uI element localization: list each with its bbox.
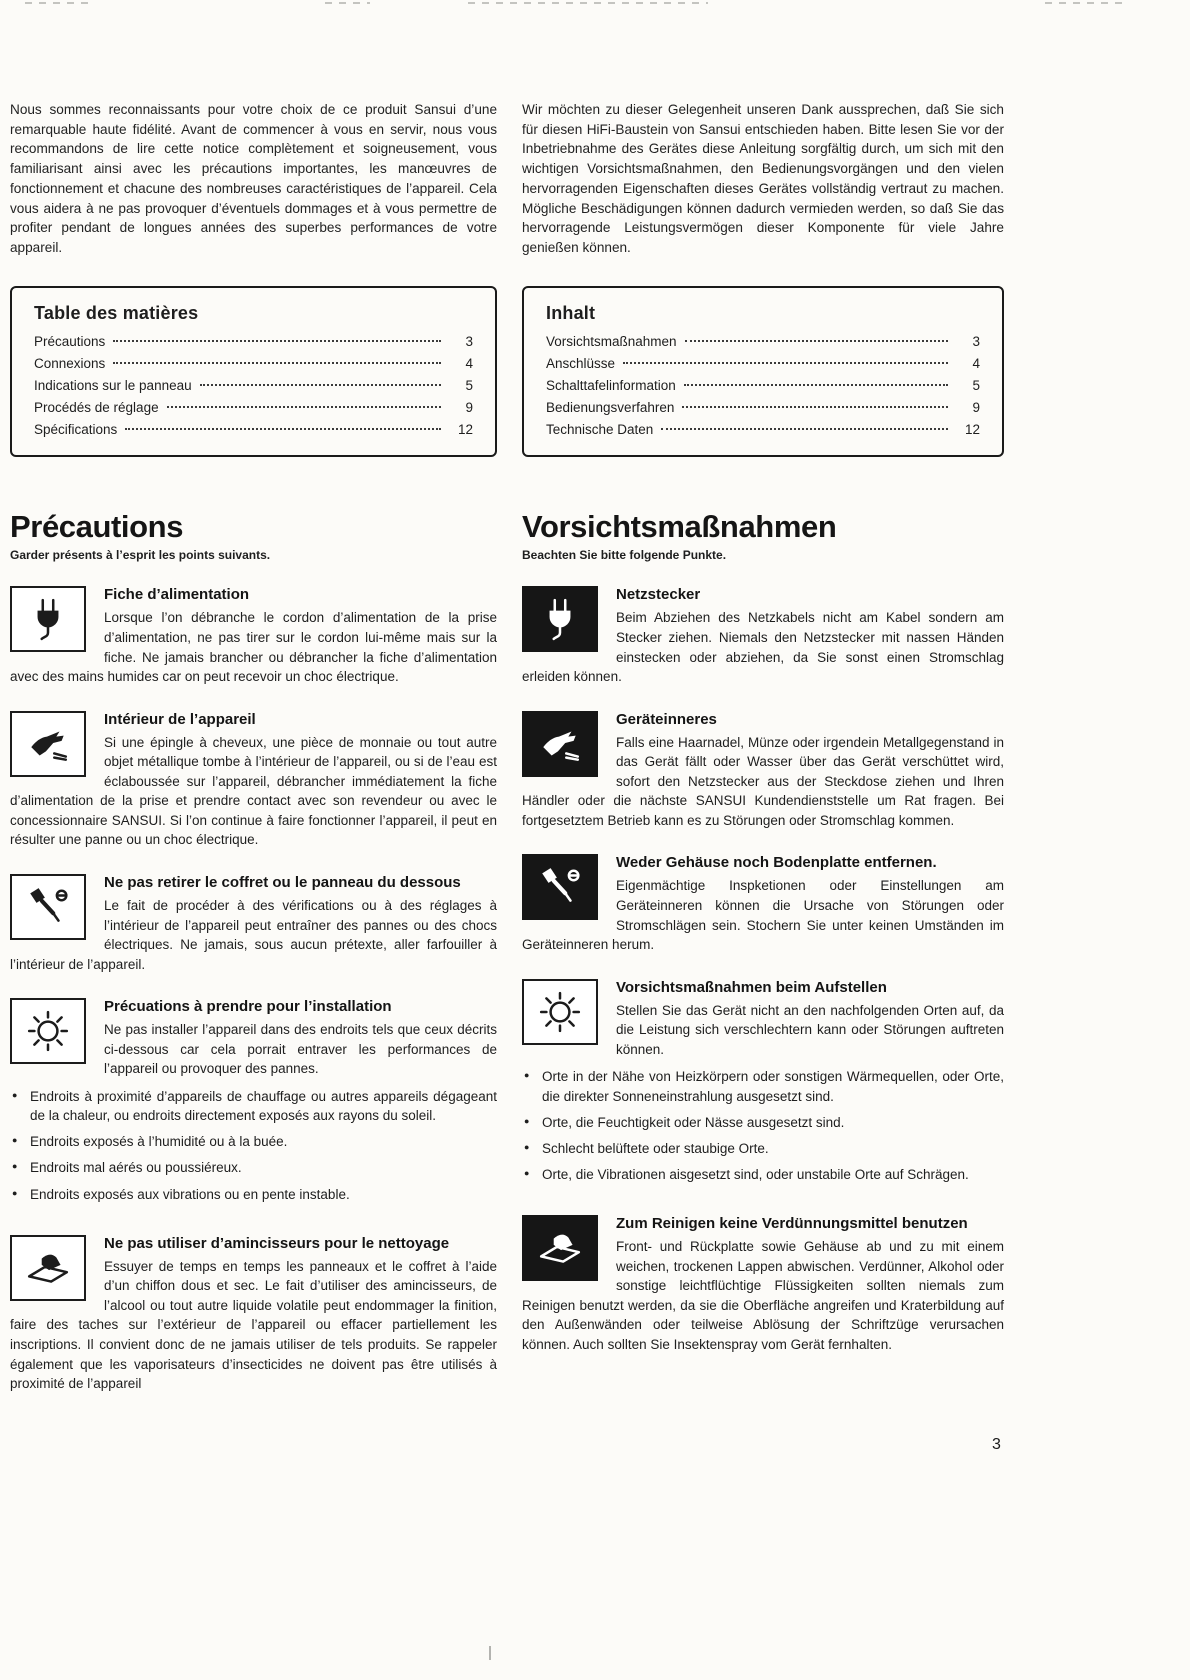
precaution-body: Ne pas installer l’appareil dans des endroits tels que ceux décrits ci-dessous car cela porrait entraver les performances de l’appareil ou provoquer des pannes. bbox=[104, 1022, 497, 1077]
toc-item bbox=[34, 354, 473, 373]
toc-item bbox=[546, 332, 980, 351]
toc-de-title: Inhalt bbox=[546, 302, 596, 323]
intro-paragraph-de: Wir möchten zu dieser Gelegenheit unseren Dank aussprechen, daß Sie sich für diesen HiFi-Baustein von Sansui entschieden haben. Bitte lesen Sie vor der Inbetriebnahme des Gerätes diese Anleitung sorgfältig durch, um sich mit den wichtigen Vorsichtsmaßnahmen, den Bedienungsvorgängen und den vielen hervorragenden Eigenschaften dieses Gerätes vollständig vertraut zu machen. Mögliche Beschädigungen können dadurch vermieden werden, so daß Sie das hervorragende Leistungsvermögen dieser Komponente für viele Jahre genießen können. bbox=[522, 102, 1004, 255]
toc-dot-leader bbox=[200, 384, 441, 386]
scan-artifact bbox=[468, 2, 708, 4]
bullet-item: ● Schlecht belüftete oder staubige Orte. bbox=[522, 1139, 1004, 1158]
page-number: 3 bbox=[992, 1436, 1001, 1453]
hand-hairpin-icon bbox=[10, 711, 86, 777]
precaution-heading: Ne pas utiliser d’amincisseurs pour le nettoyage bbox=[104, 1234, 450, 1252]
precaution-body: Eigenmächtige Inspketionen oder Einstellungen am Geräteinneren können die Ursache von Störungen oder Stromschlägen sein. Stochern Sie unter keinen Umständen im Geräteinneren herum. bbox=[522, 878, 1004, 953]
toc-item-page: 4 bbox=[972, 355, 980, 371]
scan-artifact bbox=[325, 2, 370, 4]
precaution-heading: Vorsichtsmaßnahmen beim Aufstellen bbox=[616, 978, 887, 996]
toc-item-page: 9 bbox=[972, 400, 980, 416]
toc-item bbox=[546, 398, 980, 417]
toc-dot-leader bbox=[623, 362, 948, 364]
toc-item-page: 9 bbox=[465, 400, 473, 416]
toc-fr bbox=[10, 286, 497, 458]
toc-item-label: Schalttafelinformation bbox=[546, 377, 676, 393]
sun-icon bbox=[522, 979, 598, 1045]
precaution-bullet-list bbox=[522, 1067, 1004, 1184]
precaution-heading: Fiche d’alimentation bbox=[104, 586, 250, 604]
toc-item-label: Vorsichtsmaßnahmen bbox=[546, 333, 677, 349]
precaution-heading: Ne pas retirer le coffret ou le panneau du dessous bbox=[104, 874, 461, 892]
toc-item bbox=[34, 420, 473, 439]
power-plug-icon bbox=[522, 586, 598, 652]
toc-dot-leader bbox=[113, 340, 441, 342]
precaution-heading: Geräteinneres bbox=[616, 710, 717, 728]
toc-item-label: Bedienungsverfahren bbox=[546, 400, 675, 416]
precaution-heading: Précuations à prendre pour l’installation bbox=[104, 998, 392, 1016]
scan-artifact bbox=[489, 1646, 491, 1660]
precaution-body: Stellen Sie das Gerät nicht an den nachfolgenden Orten auf, da die Leistung sich verschlechtern kann oder Störungen auftreten können. bbox=[616, 1002, 1004, 1057]
precaution-item bbox=[522, 584, 1004, 686]
hand-hairpin-icon bbox=[522, 711, 598, 777]
precaution-item bbox=[522, 852, 1004, 954]
toc-item-page: 12 bbox=[964, 422, 980, 438]
precaution-item bbox=[10, 872, 497, 974]
toc-item-label: Spécifications bbox=[34, 422, 118, 438]
toc-item-page: 12 bbox=[457, 422, 473, 438]
toc-de bbox=[522, 286, 1004, 458]
precautions-section-fr bbox=[10, 509, 497, 1393]
section-subtitle-de: Beachten Sie bitte folgende Punkte. bbox=[522, 548, 727, 563]
toc-item bbox=[34, 398, 473, 417]
precaution-item bbox=[522, 709, 1004, 831]
screwdriver-icon bbox=[522, 854, 598, 920]
precaution-body: Falls eine Haarnadel, Münze oder irgendein Metallgegenstand in das Gerät fällt oder Wasser über das Gerät verschüttet wird, sofort den Netzstecker aus der Steckdose ziehen und Ihren Händler oder die nächste SANSUI Kundendienststelle um Rat fragen. Bei fortgesetztem Betrieb kann es zu Störungen oder Stromschlag kommen. bbox=[522, 734, 1004, 828]
bullet-item: ● Endroits mal aérés ou poussiéreux. bbox=[10, 1158, 497, 1177]
bullet-item: ● Orte in der Nähe von Heizkörpern oder sonstigen Wärmequellen, oder Orte, die direkter Sonneneinstrahlung ausgesetzt sind. bbox=[522, 1067, 1004, 1105]
sun-icon bbox=[10, 998, 86, 1064]
section-title-de: Vorsichtsmaßnahmen bbox=[522, 509, 837, 545]
precaution-item bbox=[10, 996, 497, 1210]
bullet-item: ● Endroits exposés à l’humidité ou à la buée. bbox=[10, 1132, 497, 1151]
toc-dot-leader bbox=[167, 406, 441, 408]
toc-item bbox=[34, 376, 473, 395]
toc-item-page: 3 bbox=[972, 333, 980, 349]
toc-dot-leader bbox=[685, 340, 948, 342]
toc-item bbox=[546, 376, 980, 395]
precaution-heading: Intérieur de l’appareil bbox=[104, 710, 256, 728]
scan-artifact bbox=[25, 2, 95, 4]
precaution-heading: Zum Reinigen keine Verdünnungsmittel benutzen bbox=[616, 1215, 968, 1233]
toc-fr-title: Table des matières bbox=[34, 302, 199, 323]
toc-dot-leader bbox=[661, 428, 948, 430]
precautions-section-de bbox=[522, 509, 1004, 1354]
section-subtitle-fr: Garder présents à l’esprit les points suivants. bbox=[10, 548, 271, 563]
precaution-body: Si une épingle à cheveux, une pièce de monnaie ou tout autre objet métallique tombe à l’intérieur de l’appareil, ou si de l’eau est éclaboussée sur l’appareil, débrancher immédiatement la fiche d’alimentation de la prise et prendre contact avec son revendeur ou avec le concessionnaire SANSUI. Si l’on continue à faire fonctionner l’appareil, il peut en résulter une panne ou un choc électrique. bbox=[10, 734, 497, 848]
toc-item-label: Connexions bbox=[34, 355, 106, 371]
wiping-cloth-icon bbox=[522, 1215, 598, 1281]
intro-paragraph-fr: Nous sommes reconnaissants pour votre choix de ce produit Sansui d’une remarquable haute fidélité. Avant de commencer à vous en servir, nous vous recommandons de lire cette notice complètement et soigneusement, vous familiarisant ainsi avec les précautions importantes, les manœuvres de fonctionnement et chacune des nombreuses caractéristiques de l’appareil. Cela vous aidera à ne pas provoquer d’éventuels dommages et à vous permettre de profiter pendant de longues années des superbes performances de votre appareil. bbox=[10, 102, 497, 255]
wiping-cloth-icon bbox=[10, 1235, 86, 1301]
toc-item-page: 5 bbox=[465, 377, 473, 393]
toc-item-label: Indications sur le panneau bbox=[34, 377, 192, 393]
precaution-item bbox=[522, 977, 1004, 1191]
toc-dot-leader bbox=[684, 384, 948, 386]
precaution-item bbox=[522, 1213, 1004, 1354]
precaution-heading: Weder Gehäuse noch Bodenplatte entfernen. bbox=[616, 854, 937, 872]
toc-dot-leader bbox=[113, 362, 441, 364]
toc-item-page: 3 bbox=[465, 333, 473, 349]
bullet-item: ● Endroits exposés aux vibrations ou en pente instable. bbox=[10, 1185, 497, 1204]
precaution-body: Le fait de procéder à des vérifications ou à des réglages à l’intérieur de l’appareil peut entraîner des pannes ou des chocs électriques. Ne jamais, sous aucun prétexte, aller farfouiller à l’intérieur de l’appareil. bbox=[10, 898, 497, 972]
toc-item-label: Précautions bbox=[34, 333, 106, 349]
power-plug-icon bbox=[10, 586, 86, 652]
toc-dot-leader bbox=[682, 406, 948, 408]
precaution-item bbox=[10, 584, 497, 686]
precaution-item bbox=[10, 709, 497, 850]
bullet-item: ● Endroits à proximité d’appareils de chauffage ou autres appareils dégageant de la chaleur, ou endroits directement exposés aux rayons du soleil. bbox=[10, 1087, 497, 1125]
bullet-item: ● Orte, die Feuchtigkeit oder Nässe ausgesetzt sind. bbox=[522, 1113, 1004, 1132]
toc-item-page: 4 bbox=[465, 355, 473, 371]
precaution-bullet-list bbox=[10, 1087, 497, 1204]
toc-item bbox=[546, 420, 980, 439]
toc-item-page: 5 bbox=[972, 377, 980, 393]
screwdriver-icon bbox=[10, 874, 86, 940]
bullet-item: ● Orte, die Vibrationen aisgesetzt sind, oder unstabile Orte auf Schrägen. bbox=[522, 1165, 1004, 1184]
toc-item bbox=[546, 354, 980, 373]
toc-dot-leader bbox=[125, 428, 441, 430]
scan-artifact bbox=[1045, 2, 1125, 4]
precaution-heading: Netzstecker bbox=[616, 586, 701, 604]
toc-item-label: Anschlüsse bbox=[546, 355, 616, 371]
toc-item-label: Technische Daten bbox=[546, 422, 654, 438]
precaution-body: Front- und Rückplatte sowie Gehäuse ab und zu mit einem weichen, trockenen Lappen abwischen. Verdünner, Alkohol oder sonstige leichtflüchtige Flüssigkeiten sollten niemals zum Reinigen benutzt werden, da sie die Oberfläche angreifen und Kraterbildung auf den Außenwänden oder teilweise Ablösung der Schriftzüge verursachen können. Auch sollten Sie Insektenspray vom Gerät fernhalten. bbox=[522, 1239, 1004, 1352]
toc-item-label: Procédés de réglage bbox=[34, 400, 159, 416]
precaution-item bbox=[10, 1233, 497, 1394]
precaution-body: Beim Abziehen des Netzkabels nicht am Kabel sondern am Stecker ziehen. Niemals den Netzstecker mit nassen Händen einstecken oder abziehen, da Sie sonst einen Stromschlag erleiden können. bbox=[522, 610, 1004, 685]
precaution-body: Essuyer de temps en temps les panneaux et le coffret à l’aide d’un chiffon dous et sec. Le fait d’utiliser des amincisseurs, de l’alcool ou tout autre liquide volatile peut endommager la finition, faire des taches sur l’extérieur de l’appareil ou effacer partiellement les inscriptions. Il convient donc de ne jamais utiliser de tels produits. Se rappeler également que les vaporisateurs d’insecticides ne doivent pas être utilisés à proximité de l’appareil bbox=[10, 1258, 497, 1392]
toc-item bbox=[34, 332, 473, 351]
precaution-body: Lorsque l’on débranche le cordon d’alimentation de la prise d’alimentation, ne pas tirer sur le cordon lui-même mais sur la fiche. Ne jamais brancher ou débrancher la fiche d’alimentation avec des mains humides car on peut recevoir un choc électrique. bbox=[10, 610, 497, 685]
section-title-fr: Précautions bbox=[10, 509, 184, 545]
